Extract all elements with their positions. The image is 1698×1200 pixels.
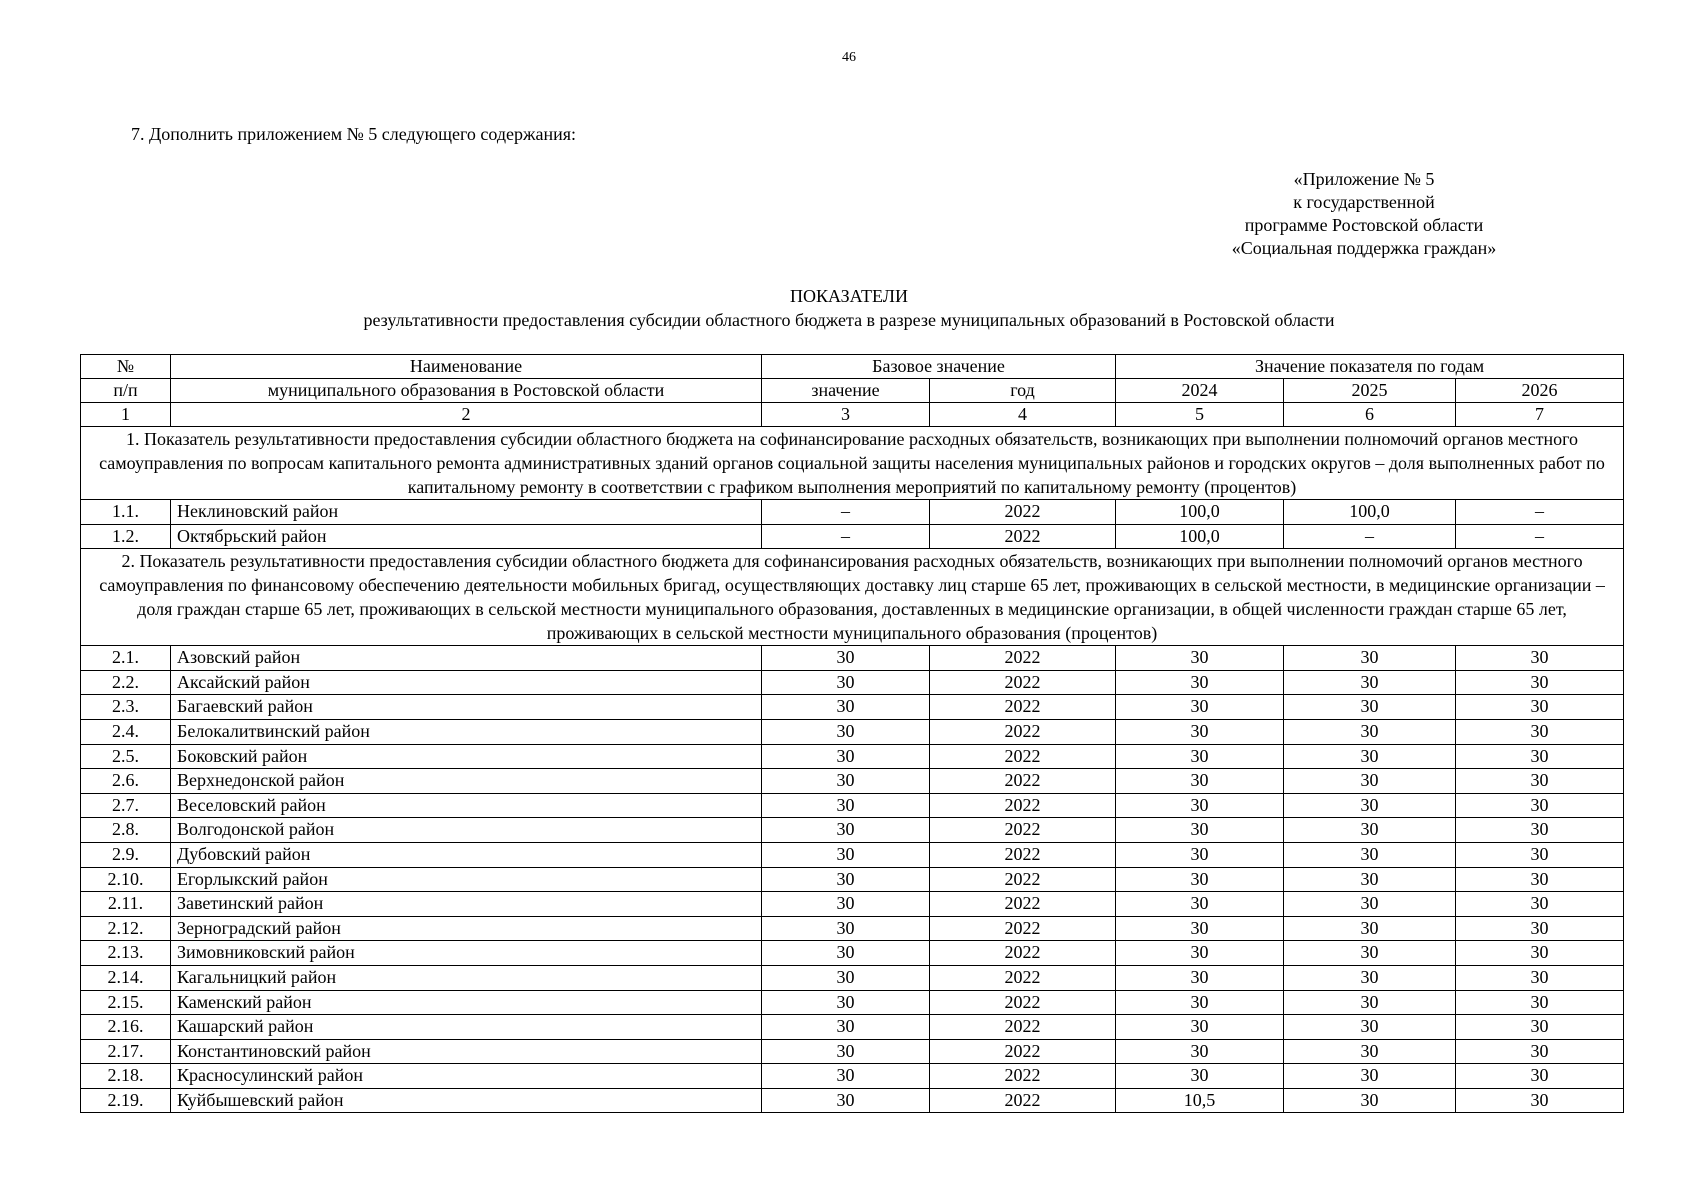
base-value: 30	[762, 842, 930, 867]
base-value: 30	[762, 1015, 930, 1040]
municipality-name: Верхнедонской район	[171, 769, 762, 794]
value-2024: 30	[1116, 990, 1284, 1015]
municipality-name: Егорлыкский район	[171, 867, 762, 892]
table-row	[81, 500, 1624, 525]
base-value: 30	[762, 1064, 930, 1089]
base-year: 2022	[930, 646, 1116, 671]
value-2024: 30	[1116, 867, 1284, 892]
row-number: 2.3.	[81, 695, 171, 720]
row-number: 2.14.	[81, 965, 171, 990]
table-row	[81, 965, 1624, 990]
section-title: 1. Показатель результативности предоставления субсидии областного бюджета на софинансирование расходных обязательств, возникающих при выполнении полномочий органов местного самоуправления по вопросам капитального ремонта административных зданий органов социальной защиты населения муниципальных районов и городских округов – доля выполненных работ по капитальному ремонту в соответствии с графиком выполнения мероприятий по капитальному ремонту (процентов)	[81, 427, 1624, 500]
municipality-name: Зерноградский район	[171, 916, 762, 941]
value-2026: 30	[1456, 1064, 1624, 1089]
base-year: 2022	[930, 842, 1116, 867]
value-2025: 30	[1284, 695, 1456, 720]
header-base-year: год	[930, 379, 1116, 403]
base-year: 2022	[930, 500, 1116, 525]
header-num-top: №	[81, 355, 171, 379]
row-number: 2.1.	[81, 646, 171, 671]
base-year: 2022	[930, 744, 1116, 769]
value-2024: 30	[1116, 719, 1284, 744]
row-number: 2.7.	[81, 793, 171, 818]
value-2025: 30	[1284, 965, 1456, 990]
table-row	[81, 1064, 1624, 1089]
base-value: 30	[762, 670, 930, 695]
municipality-name: Куйбышевский район	[171, 1088, 762, 1113]
intro-paragraph: 7. Дополнить приложением № 5 следующего содержания:	[131, 124, 577, 144]
value-2025: 30	[1284, 670, 1456, 695]
municipality-name: Красносулинский район	[171, 1064, 762, 1089]
value-2024: 30	[1116, 1064, 1284, 1089]
column-number: 6	[1284, 403, 1456, 427]
table-row	[81, 524, 1624, 549]
base-year: 2022	[930, 524, 1116, 549]
value-2024: 30	[1116, 744, 1284, 769]
table-row	[81, 867, 1624, 892]
value-2025: 30	[1284, 941, 1456, 966]
value-2026: 30	[1456, 793, 1624, 818]
base-year: 2022	[930, 769, 1116, 794]
table-row	[81, 1039, 1624, 1064]
value-2025: 30	[1284, 1015, 1456, 1040]
header-name-top: Наименование	[171, 355, 762, 379]
table-row	[81, 744, 1624, 769]
base-year: 2022	[930, 1088, 1116, 1113]
base-year: 2022	[930, 695, 1116, 720]
row-number: 2.10.	[81, 867, 171, 892]
header-name-bottom: муниципального образования в Ростовской области	[171, 379, 762, 403]
table-row	[81, 793, 1624, 818]
column-number: 2	[171, 403, 762, 427]
value-2026: 30	[1456, 1088, 1624, 1113]
value-2024: 100,0	[1116, 500, 1284, 525]
value-2024: 30	[1116, 842, 1284, 867]
column-number: 3	[762, 403, 930, 427]
value-2025: 100,0	[1284, 500, 1456, 525]
value-2024: 30	[1116, 1015, 1284, 1040]
municipality-name: Дубовский район	[171, 842, 762, 867]
value-2026: 30	[1456, 719, 1624, 744]
column-number: 1	[81, 403, 171, 427]
base-value: 30	[762, 646, 930, 671]
row-number: 1.1.	[81, 500, 171, 525]
value-2026: 30	[1456, 1039, 1624, 1064]
base-value: 30	[762, 1039, 930, 1064]
section2-title-row	[81, 549, 1624, 646]
municipality-name: Азовский район	[171, 646, 762, 671]
value-2025: 30	[1284, 719, 1456, 744]
value-2026: 30	[1456, 990, 1624, 1015]
municipality-name: Багаевский район	[171, 695, 762, 720]
table-header-row-1	[81, 355, 1624, 379]
header-years-group: Значение показателя по годам	[1116, 355, 1624, 379]
table-row	[81, 719, 1624, 744]
table-header-row-2	[81, 379, 1624, 403]
row-number: 2.13.	[81, 941, 171, 966]
table-row	[81, 916, 1624, 941]
base-value: 30	[762, 793, 930, 818]
value-2026: 30	[1456, 670, 1624, 695]
value-2026: 30	[1456, 842, 1624, 867]
appendix-line-1: «Приложение № 5	[1293, 169, 1435, 189]
value-2025: 30	[1284, 990, 1456, 1015]
value-2026: 30	[1456, 1015, 1624, 1040]
value-2025: 30	[1284, 769, 1456, 794]
appendix-line-2: к государственной	[1293, 192, 1435, 212]
value-2024: 30	[1116, 1039, 1284, 1064]
value-2024: 10,5	[1116, 1088, 1284, 1113]
base-year: 2022	[930, 818, 1116, 843]
row-number: 2.9.	[81, 842, 171, 867]
table-row	[81, 941, 1624, 966]
row-number: 2.19.	[81, 1088, 171, 1113]
value-2024: 30	[1116, 670, 1284, 695]
table-row	[81, 646, 1624, 671]
base-year: 2022	[930, 990, 1116, 1015]
table-row	[81, 670, 1624, 695]
municipality-name: Кашарский район	[171, 1015, 762, 1040]
column-numbers-row	[81, 403, 1624, 427]
value-2024: 100,0	[1116, 524, 1284, 549]
row-number: 2.12.	[81, 916, 171, 941]
value-2024: 30	[1116, 695, 1284, 720]
table-row	[81, 695, 1624, 720]
value-2026: 30	[1456, 818, 1624, 843]
table-row	[81, 769, 1624, 794]
value-2026: 30	[1456, 941, 1624, 966]
municipality-name: Веселовский район	[171, 793, 762, 818]
value-2025: –	[1284, 524, 1456, 549]
value-2025: 30	[1284, 1088, 1456, 1113]
table-row	[81, 892, 1624, 917]
value-2025: 30	[1284, 916, 1456, 941]
municipality-name: Волгодонской район	[171, 818, 762, 843]
base-year: 2022	[930, 916, 1116, 941]
value-2025: 30	[1284, 793, 1456, 818]
value-2026: –	[1456, 500, 1624, 525]
column-number: 4	[930, 403, 1116, 427]
indicators-table	[80, 354, 1624, 1113]
base-value: 30	[762, 916, 930, 941]
value-2024: 30	[1116, 646, 1284, 671]
row-number: 2.8.	[81, 818, 171, 843]
value-2026: 30	[1456, 965, 1624, 990]
municipality-name: Октябрьский район	[171, 524, 762, 549]
base-year: 2022	[930, 941, 1116, 966]
header-year-2025: 2025	[1284, 379, 1456, 403]
municipality-name: Аксайский район	[171, 670, 762, 695]
value-2024: 30	[1116, 793, 1284, 818]
municipality-name: Кагальницкий район	[171, 965, 762, 990]
row-number: 1.2.	[81, 524, 171, 549]
base-value: 30	[762, 695, 930, 720]
value-2024: 30	[1116, 916, 1284, 941]
municipality-name: Белокалитвинский район	[171, 719, 762, 744]
base-value: 30	[762, 941, 930, 966]
header-year-2024: 2024	[1116, 379, 1284, 403]
base-value: 30	[762, 719, 930, 744]
municipality-name: Константиновский район	[171, 1039, 762, 1064]
base-value: 30	[762, 892, 930, 917]
table-row	[81, 1088, 1624, 1113]
base-year: 2022	[930, 892, 1116, 917]
base-year: 2022	[930, 1039, 1116, 1064]
base-value: 30	[762, 818, 930, 843]
value-2024: 30	[1116, 892, 1284, 917]
value-2025: 30	[1284, 646, 1456, 671]
value-2026: 30	[1456, 695, 1624, 720]
header-base-group: Базовое значение	[762, 355, 1116, 379]
table-row	[81, 842, 1624, 867]
base-value: 30	[762, 990, 930, 1015]
section1-title-row	[81, 427, 1624, 500]
section-title: 2. Показатель результативности предоставления субсидии областного бюджета для софинансирования расходных обязательств, возникающих при выполнении полномочий органов местного самоуправления по финансовому обеспечению деятельности мобильных бригад, осуществляющих доставку лиц старше 65 лет, проживающих в сельской местности, в медицинские организации – доля граждан старше 65 лет, проживающих в сельской местности муниципального образования, доставленных в медицинские организации, в общей численности граждан старше 65 лет, проживающих в сельской местности муниципального образования (процентов)	[81, 549, 1624, 646]
table-row	[81, 1015, 1624, 1040]
municipality-name: Боковский район	[171, 744, 762, 769]
municipality-name: Каменский район	[171, 990, 762, 1015]
value-2024: 30	[1116, 769, 1284, 794]
title-subtitle: результативности предоставления субсидии областного бюджета в разрезе муниципальных образований в Ростовской области	[363, 310, 1335, 330]
header-year-2026: 2026	[1456, 379, 1624, 403]
base-year: 2022	[930, 719, 1116, 744]
base-value: 30	[762, 744, 930, 769]
value-2026: 30	[1456, 646, 1624, 671]
value-2026: 30	[1456, 744, 1624, 769]
value-2025: 30	[1284, 842, 1456, 867]
table-row	[81, 990, 1624, 1015]
header-num-bottom: п/п	[81, 379, 171, 403]
municipality-name: Зимовниковский район	[171, 941, 762, 966]
base-value: –	[762, 524, 930, 549]
row-number: 2.16.	[81, 1015, 171, 1040]
base-year: 2022	[930, 965, 1116, 990]
base-value: 30	[762, 769, 930, 794]
row-number: 2.11.	[81, 892, 171, 917]
document-title	[0, 284, 1698, 332]
base-year: 2022	[930, 1064, 1116, 1089]
value-2025: 30	[1284, 867, 1456, 892]
value-2024: 30	[1116, 818, 1284, 843]
appendix-line-3: программе Ростовской области	[1244, 215, 1484, 235]
base-year: 2022	[930, 670, 1116, 695]
row-number: 2.4.	[81, 719, 171, 744]
title-heading: ПОКАЗАТЕЛИ	[790, 286, 908, 306]
header-base-value: значение	[762, 379, 930, 403]
value-2024: 30	[1116, 941, 1284, 966]
appendix-line-4: «Социальная поддержка граждан»	[1231, 238, 1497, 258]
value-2025: 30	[1284, 744, 1456, 769]
value-2025: 30	[1284, 892, 1456, 917]
row-number: 2.5.	[81, 744, 171, 769]
municipality-name: Заветинский район	[171, 892, 762, 917]
table-row	[81, 818, 1624, 843]
value-2026: 30	[1456, 769, 1624, 794]
page-number: 46	[842, 50, 856, 65]
row-number: 2.15.	[81, 990, 171, 1015]
column-number: 5	[1116, 403, 1284, 427]
appendix-reference	[1144, 168, 1584, 260]
base-year: 2022	[930, 867, 1116, 892]
value-2026: 30	[1456, 867, 1624, 892]
row-number: 2.6.	[81, 769, 171, 794]
row-number: 2.17.	[81, 1039, 171, 1064]
base-value: –	[762, 500, 930, 525]
base-value: 30	[762, 965, 930, 990]
value-2025: 30	[1284, 1064, 1456, 1089]
value-2026: 30	[1456, 916, 1624, 941]
value-2025: 30	[1284, 1039, 1456, 1064]
value-2026: 30	[1456, 892, 1624, 917]
value-2026: –	[1456, 524, 1624, 549]
base-year: 2022	[930, 1015, 1116, 1040]
row-number: 2.2.	[81, 670, 171, 695]
municipality-name: Неклиновский район	[171, 500, 762, 525]
value-2024: 30	[1116, 965, 1284, 990]
base-value: 30	[762, 1088, 930, 1113]
column-number: 7	[1456, 403, 1624, 427]
base-value: 30	[762, 867, 930, 892]
base-year: 2022	[930, 793, 1116, 818]
row-number: 2.18.	[81, 1064, 171, 1089]
value-2025: 30	[1284, 818, 1456, 843]
